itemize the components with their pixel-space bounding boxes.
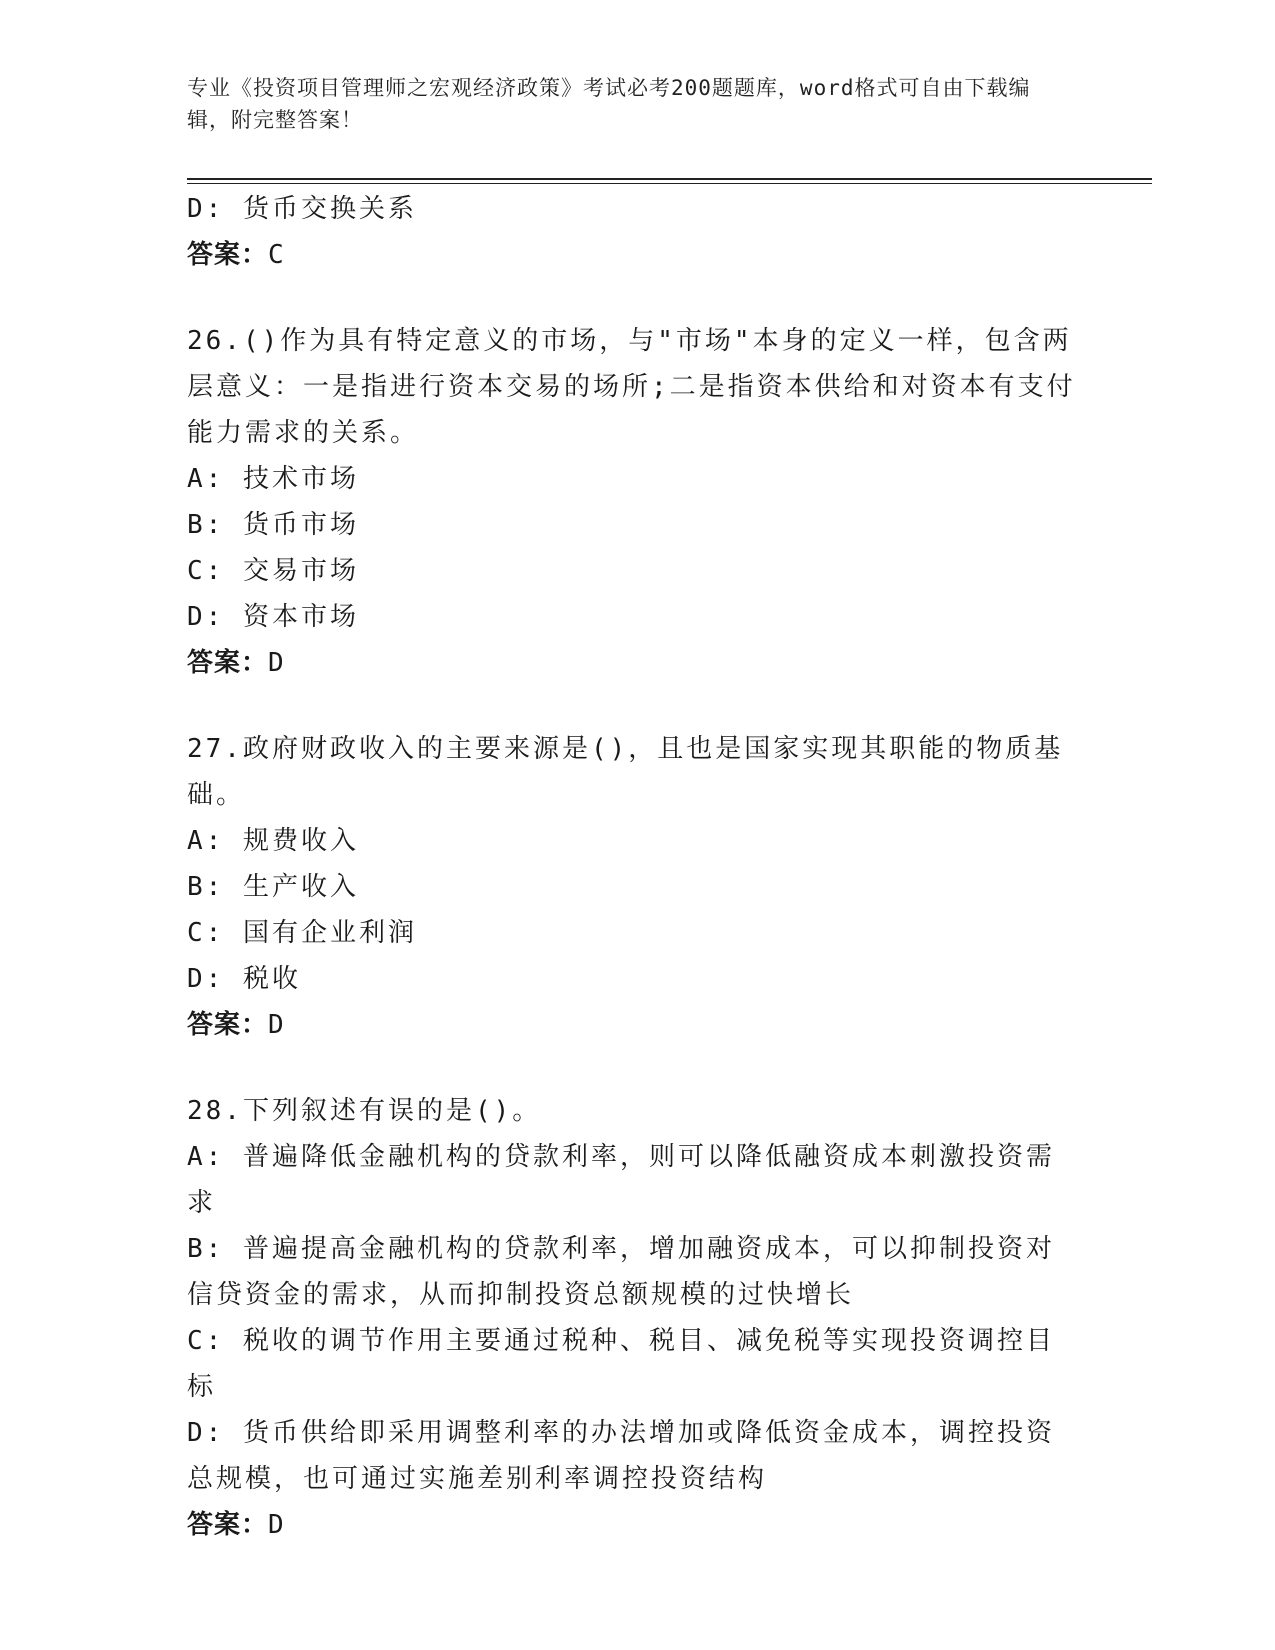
option-b: B: 普遍提高金融机构的贷款利率，增加融资成本，可以抑制投资对信贷资金的需求，从而抑制投资总额规模的过快增长	[187, 1234, 1055, 1310]
answer-line	[187, 1002, 1077, 1048]
option-d: D: 货币供给即采用调整利率的办法增加或降低资金成本，调控投资总规模，也可通过实施差别利率调控投资结构	[187, 1418, 1055, 1494]
answer-label: 答案：	[187, 1010, 269, 1040]
answer-label: 答案：	[187, 648, 269, 678]
option-c: C: 税收的调节作用主要通过税种、税目、减免税等实现投资调控目标	[187, 1326, 1055, 1402]
question-27	[187, 726, 1077, 1048]
question-stem: 26.()作为具有特定意义的市场，与"市场"本身的定义一样，包含两层意义：一是指进行资本交易的场所;二是指资本供给和对资本有支付能力需求的关系。	[187, 326, 1076, 448]
answer-label: 答案：	[187, 1510, 269, 1540]
answer-line	[187, 640, 1077, 686]
option-a: A: 规费收入	[187, 826, 359, 856]
answer-label: 答案：	[187, 240, 269, 270]
header-rule-thick	[187, 178, 1152, 180]
answer-value: D	[268, 1010, 286, 1040]
option-c: C: 交易市场	[187, 556, 359, 586]
option-d: D: 税收	[187, 964, 301, 994]
option-a: A: 技术市场	[187, 464, 359, 494]
option-c: C: 国有企业利润	[187, 918, 417, 948]
question-26	[187, 318, 1077, 686]
question-stem: 28.下列叙述有误的是()。	[187, 1096, 542, 1126]
header-rule-thin	[187, 183, 1152, 184]
option-d: D: 货币交换关系	[187, 194, 417, 224]
answer-line	[187, 1502, 1077, 1548]
question-28	[187, 1088, 1077, 1548]
prev-question-tail	[187, 186, 1077, 278]
answer-value: D	[268, 648, 286, 678]
document-body	[187, 186, 1077, 1548]
answer-value: D	[268, 1510, 286, 1540]
option-b: B: 货币市场	[187, 510, 359, 540]
question-stem: 27.政府财政收入的主要来源是()，且也是国家实现其职能的物质基础。	[187, 734, 1064, 810]
option-d: D: 资本市场	[187, 602, 359, 632]
answer-line	[187, 232, 1077, 278]
page-header: 专业《投资项目管理师之宏观经济政策》考试必考200题题库，word格式可自由下载编辑，附完整答案！	[187, 76, 1031, 132]
answer-value: C	[268, 240, 286, 270]
option-a: A: 普遍降低金融机构的贷款利率，则可以降低融资成本刺激投资需求	[187, 1142, 1055, 1218]
option-b: B: 生产收入	[187, 872, 359, 902]
